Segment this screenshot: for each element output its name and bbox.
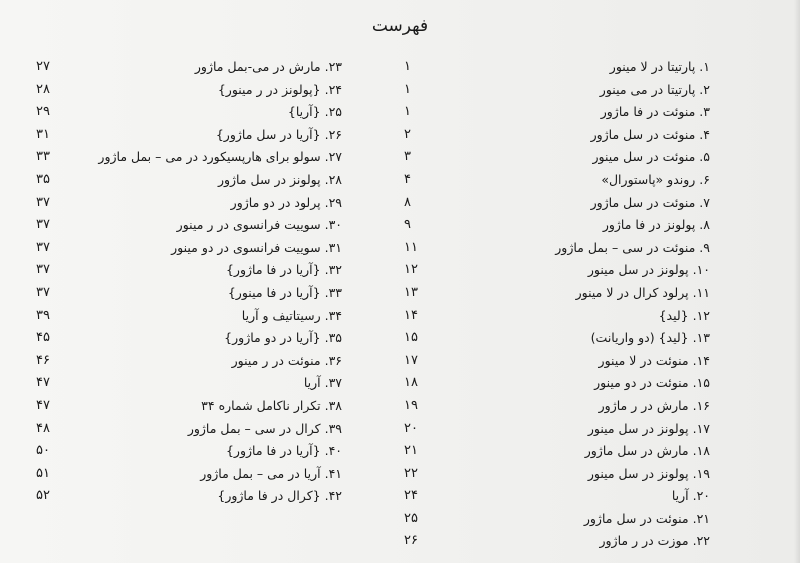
toc-row bbox=[0, 372, 350, 395]
toc-entry-title: ۳۰. سوییت فرانسوی در ر مینور bbox=[176, 217, 342, 233]
toc-page-number: ۱ bbox=[404, 104, 411, 120]
toc-row bbox=[380, 508, 720, 531]
toc-row bbox=[0, 350, 350, 373]
toc-row bbox=[380, 214, 720, 237]
toc-entry-title: ۱۳. {لید} (دو واریانت) bbox=[590, 330, 710, 346]
toc-row bbox=[0, 146, 350, 169]
toc-page-number: ۲۱ bbox=[404, 443, 418, 459]
page-title: فهرست bbox=[371, 16, 429, 36]
toc-row bbox=[380, 282, 720, 305]
toc-entry-title: ۳۵. {آریا در دو ماژور} bbox=[224, 330, 342, 346]
toc-page-number: ۱۴ bbox=[404, 307, 418, 323]
toc-entry-title: ۲۶. {آریا در سل ماژور} bbox=[215, 126, 342, 142]
toc-page-number: ۵۲ bbox=[36, 488, 50, 504]
toc-page-number: ۳۷ bbox=[36, 217, 50, 233]
toc-page-number: ۱۹ bbox=[404, 397, 418, 413]
toc-entry-title: ۲۵. {آریا} bbox=[287, 104, 342, 120]
toc-entry-title: ۳۷. آریا bbox=[303, 375, 342, 391]
toc-entry-title: ۷. منوئت در سل ماژور bbox=[590, 194, 710, 210]
toc-row bbox=[0, 418, 350, 441]
toc-entry-title: ۳۶. منوئت در ر مینور bbox=[231, 352, 342, 368]
toc-entry-title: ۸. پولونز در فا ماژور bbox=[602, 217, 710, 233]
toc-entry-title: ۳۱. سوییت فرانسوی در دو مینور bbox=[171, 239, 342, 255]
toc-row bbox=[380, 418, 720, 441]
toc-page-number: ۲۷ bbox=[36, 59, 50, 74]
toc-entry-title: ۲۲. موزت در ر ماژور bbox=[599, 533, 710, 549]
toc-page-number: ۳۵ bbox=[36, 171, 50, 187]
toc-row bbox=[380, 440, 720, 463]
toc-entry-title: ۱۷. پولونز در سل مینور bbox=[587, 420, 710, 436]
toc-row bbox=[380, 327, 720, 350]
toc-page-number: ۲۹ bbox=[36, 104, 50, 120]
toc-entry-title: ۲۹. پرلود در دو ماژور bbox=[230, 194, 342, 210]
toc-entry-title: ۳۸. تکرار ناکامل شماره ۳۴ bbox=[201, 397, 342, 413]
toc-row bbox=[380, 259, 720, 282]
toc-entry-title: ۱. پارتیتا در لا مینور bbox=[609, 59, 710, 74]
toc-entry-title: ۱۰. پولونز در سل مینور bbox=[587, 262, 710, 278]
toc-entry-title: ۲۱. منوئت در سل ماژور bbox=[583, 510, 710, 526]
toc-entry-title: ۱۱. پرلود کرال در لا مینور bbox=[575, 284, 710, 300]
toc-row bbox=[0, 463, 350, 486]
toc-entry-title: ۲۰. آریا bbox=[671, 488, 710, 504]
toc-row bbox=[380, 101, 720, 124]
toc-row bbox=[0, 259, 350, 282]
toc-row bbox=[380, 530, 720, 553]
toc-page-number: ۲۲ bbox=[404, 465, 418, 481]
toc-row bbox=[0, 485, 350, 508]
toc-page-number: ۴۶ bbox=[36, 352, 50, 368]
toc-row bbox=[380, 350, 720, 373]
toc-page-number: ۲۴ bbox=[404, 488, 418, 504]
toc-entry-title: ۲۳. مارش در می-بمل ماژور bbox=[194, 59, 342, 74]
toc-row bbox=[0, 395, 350, 418]
toc-row bbox=[380, 463, 720, 486]
toc-page-number: ۳۷ bbox=[36, 262, 50, 278]
page-edge-shadow bbox=[794, 0, 800, 563]
toc-page-number: ۴۸ bbox=[36, 420, 50, 436]
toc-entry-title: ۴. منوئت در سل ماژور bbox=[590, 126, 710, 142]
toc-page-number: ۳۹ bbox=[36, 307, 50, 323]
toc-row bbox=[0, 124, 350, 147]
toc-entry-title: ۳۴. رسیتاتیف و آریا bbox=[241, 307, 342, 323]
toc-entry-title: ۳۳. {آریا در فا مینور} bbox=[227, 284, 342, 300]
toc-row bbox=[380, 192, 720, 215]
toc-page-number: ۱ bbox=[404, 59, 411, 74]
toc-page-number: ۱۱ bbox=[404, 239, 418, 255]
toc-page-number: ۴۵ bbox=[36, 330, 50, 346]
toc-row bbox=[0, 440, 350, 463]
toc-entry-title: ۱۵. منوئت در دو مینور bbox=[594, 375, 710, 391]
toc-row bbox=[380, 146, 720, 169]
toc-column-right bbox=[380, 56, 720, 553]
toc-entry-title: ۳۹. کرال در سی – بمل ماژور bbox=[187, 420, 342, 436]
toc-row bbox=[380, 372, 720, 395]
toc-row bbox=[0, 327, 350, 350]
toc-page-number: ۲۸ bbox=[36, 81, 50, 97]
toc-page-number: ۱ bbox=[404, 81, 411, 97]
toc-row bbox=[380, 237, 720, 260]
toc-entry-title: ۲. پارتیتا در می مینور bbox=[599, 81, 710, 97]
toc-page-number: ۲۵ bbox=[404, 510, 418, 526]
toc-row bbox=[380, 305, 720, 328]
toc-row bbox=[0, 79, 350, 102]
toc-row bbox=[0, 214, 350, 237]
toc-row bbox=[0, 192, 350, 215]
toc-page-number: ۸ bbox=[404, 194, 411, 210]
toc-entry-title: ۱۸. مارش در سل ماژور bbox=[584, 443, 710, 459]
toc-row bbox=[0, 56, 350, 79]
toc-entry-title: ۶. روندو «پاستورال» bbox=[601, 171, 710, 187]
toc-entry-title: ۳۲. {آریا در فا ماژور} bbox=[225, 262, 342, 278]
toc-column-left bbox=[0, 56, 350, 508]
toc-page-number: ۱۲ bbox=[404, 262, 418, 278]
toc-page-number: ۱۵ bbox=[404, 330, 418, 346]
toc-entry-title: ۲۴. {پولونز در ر مینور} bbox=[217, 81, 342, 97]
toc-entry-title: ۲۷. سولو برای هارپسیکورد در می – بمل ماژور bbox=[98, 149, 342, 165]
toc-page-number: ۱۷ bbox=[404, 352, 418, 368]
toc-page-number: ۵۱ bbox=[36, 465, 50, 481]
toc-page-number: ۲۰ bbox=[404, 420, 418, 436]
toc-row bbox=[0, 101, 350, 124]
toc-page-number: ۱۸ bbox=[404, 375, 418, 391]
toc-page-number: ۳۷ bbox=[36, 194, 50, 210]
toc-page-number: ۴۷ bbox=[36, 397, 50, 413]
toc-entry-title: ۴۲. {کرال در فا ماژور} bbox=[217, 488, 342, 504]
toc-row bbox=[0, 169, 350, 192]
toc-row bbox=[380, 56, 720, 79]
toc-row bbox=[0, 282, 350, 305]
toc-page-number: ۲ bbox=[404, 126, 411, 142]
toc-page-number: ۲۶ bbox=[404, 533, 418, 549]
toc-entry-title: ۱۶. مارش در ر ماژور bbox=[598, 397, 710, 413]
toc-page-number: ۱۳ bbox=[404, 284, 418, 300]
toc-row bbox=[380, 169, 720, 192]
toc-entry-title: ۳. منوئت در فا ماژور bbox=[600, 104, 710, 120]
toc-page-number: ۳۳ bbox=[36, 149, 50, 165]
toc-entry-title: ۱۴. منوئت در لا مینور bbox=[598, 352, 710, 368]
toc-page-number: ۴ bbox=[404, 171, 411, 187]
toc-row bbox=[380, 124, 720, 147]
toc-page-number: ۳۷ bbox=[36, 284, 50, 300]
toc-entry-title: ۹. منوئت در سی – بمل ماژور bbox=[555, 239, 710, 255]
toc-entry-title: ۱۹. پولونز در سل مینور bbox=[587, 465, 710, 481]
toc-page-number: ۳۷ bbox=[36, 239, 50, 255]
toc-page-number: ۳۱ bbox=[36, 126, 50, 142]
toc-row bbox=[0, 305, 350, 328]
toc-row bbox=[0, 237, 350, 260]
toc-entry-title: ۴۰. {آریا در فا ماژور} bbox=[225, 443, 342, 459]
toc-page-number: ۹ bbox=[404, 217, 411, 233]
toc-page-number: ۵۰ bbox=[36, 443, 50, 459]
toc-row bbox=[380, 395, 720, 418]
toc-entry-title: ۲۸. پولونز در سل ماژور bbox=[217, 171, 342, 187]
toc-entry-title: ۵. منوئت در سل مینور bbox=[592, 149, 710, 165]
toc-row bbox=[380, 79, 720, 102]
toc-page-number: ۳ bbox=[404, 149, 411, 165]
toc-entry-title: ۴۱. آریا در می – بمل ماژور bbox=[200, 465, 342, 481]
toc-entry-title: ۱۲. {لید} bbox=[658, 307, 710, 323]
toc-row bbox=[380, 485, 720, 508]
toc-page-number: ۴۷ bbox=[36, 375, 50, 391]
